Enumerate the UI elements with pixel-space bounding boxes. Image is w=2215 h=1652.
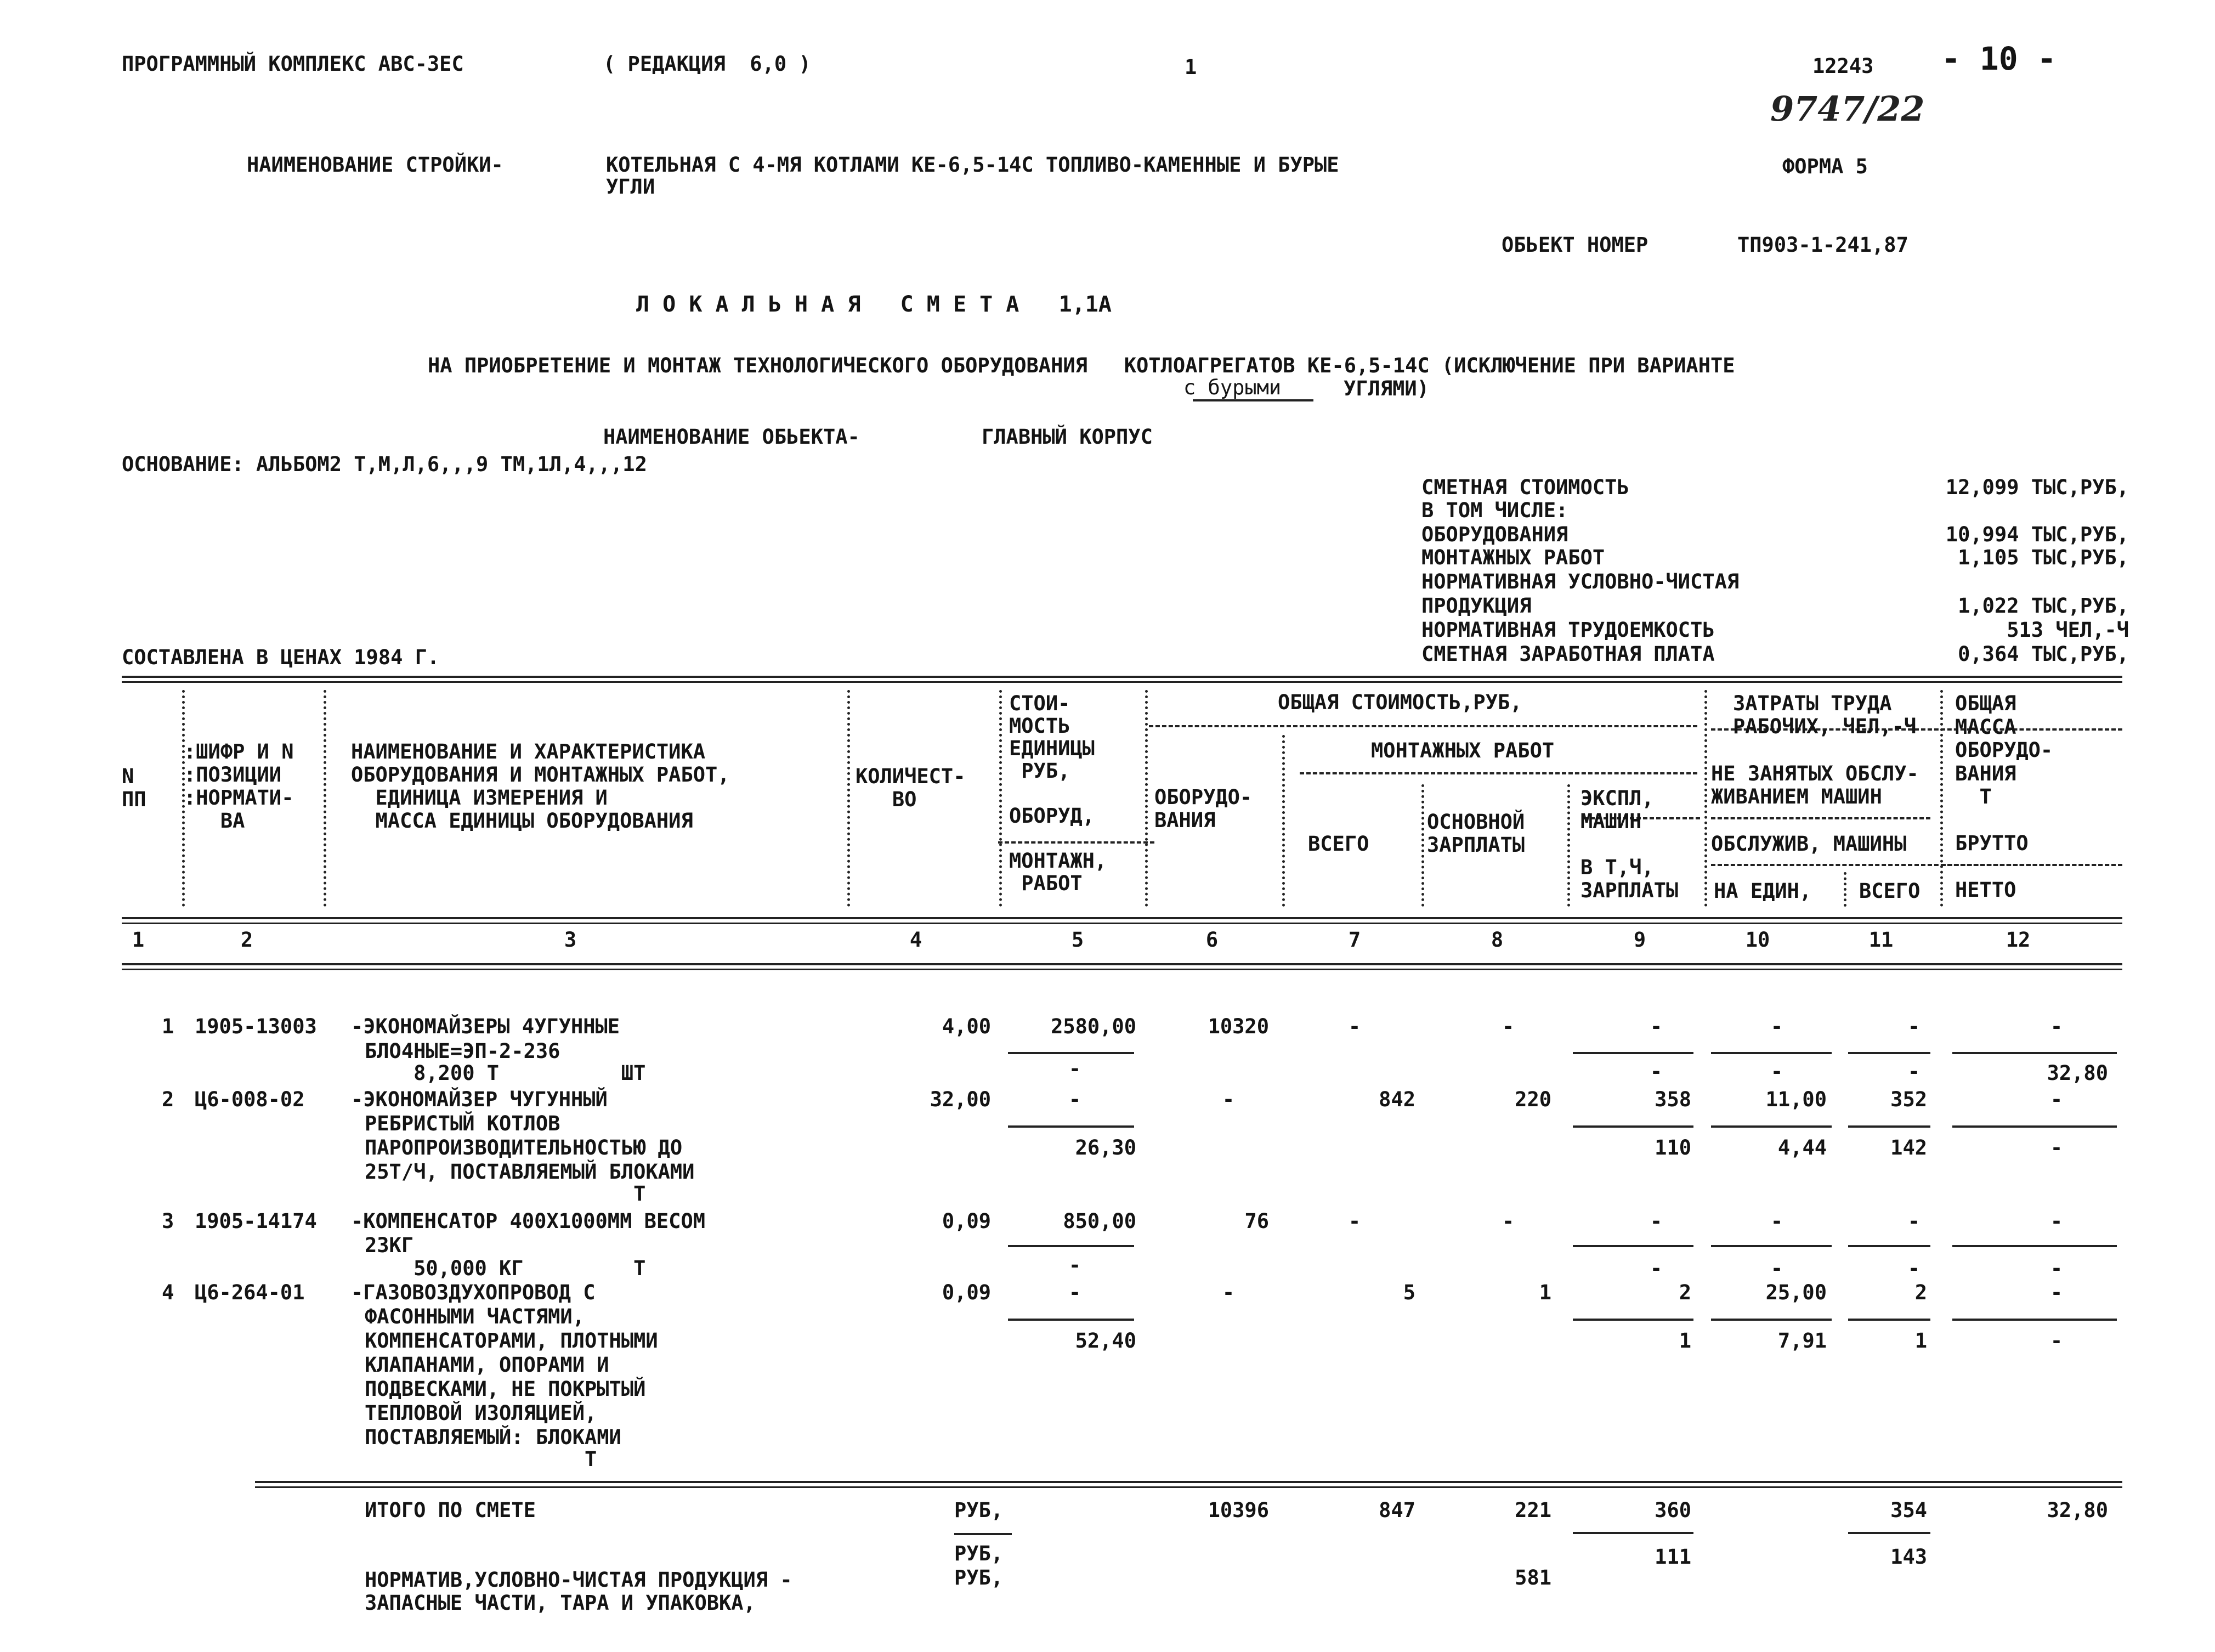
document-code: 12243 (1812, 54, 1874, 78)
row-name: БЛО4НЫЕ=ЭП-2-236 (365, 1039, 560, 1063)
column-number: 7 (1348, 928, 1361, 952)
row-labor-unit: 11,00 (1765, 1088, 1827, 1111)
row-qty: 0,09 (942, 1281, 991, 1304)
column-number: 5 (1071, 928, 1084, 952)
summary-value: 1,022 ТЫС,РУБ, (1958, 594, 2129, 618)
row-number: 2 (162, 1088, 174, 1111)
row-wage: 220 (1515, 1088, 1551, 1111)
object-name-label: НАИМЕНОВАНИЕ ОБЬЕКТА- (603, 425, 860, 449)
row-equip: - (1222, 1088, 1235, 1111)
column-number: 12 (2006, 928, 2031, 952)
row-code: 1905-14174 (195, 1209, 317, 1233)
construction-name-cont: УГЛИ (606, 175, 655, 199)
row-mach-wage: - (1650, 1060, 1663, 1083)
row-name: -КОМПЕНСАТОР 400Х1000ММ ВЕСОМ (351, 1209, 706, 1233)
row-unit-mount: 26,30 (1075, 1136, 1136, 1159)
row-unit-equip: - (1068, 1281, 1081, 1304)
summary-label: СМЕТНАЯ СТОИМОСТЬ (1421, 476, 1629, 499)
header-equip: ОБОРУДО- ВАНИЯ (1154, 785, 1253, 832)
table-numbers-rule (122, 963, 2122, 970)
row-name: 8,200 Т ШТ (365, 1061, 646, 1085)
cell-rule (1008, 1052, 1134, 1054)
header-labor-mach: ОБСЛУЖИВ, МАШИНЫ (1711, 832, 1907, 856)
column-number: 6 (1205, 928, 1219, 952)
row-name: 50,000 КГ Т (365, 1257, 646, 1280)
row-name: ПОДВЕСКАМИ, НЕ ПОКРЫТЫЙ (365, 1377, 646, 1401)
page-title: Л О К А Л Ь Н А Я С М Е Т А 1,1А (636, 292, 1112, 317)
row-labor-total: - (1907, 1015, 1921, 1038)
row-unit-equip: 2580,00 (1051, 1015, 1136, 1038)
row-mass-net: - (2050, 1329, 2063, 1353)
totals-mass: 32,80 (2047, 1498, 2108, 1522)
row-code: Ц6-264-01 (195, 1281, 305, 1304)
header-machines: ЭКСПЛ, МАШИН В Т,Ч, ЗАРПЛАТЫ (1580, 787, 1679, 902)
cell-rule (1573, 1125, 1693, 1128)
column-number: 4 (909, 928, 922, 952)
header-labor-nonmach: НЕ ЗАНЯТЫХ ОБСЛУ- ЖИВАНИЕМ МАШИН (1711, 762, 1919, 808)
header-mass: ОБЩАЯ МАССА ОБОРУДО- ВАНИЯ Т БРУТТО НЕТТО (1955, 692, 2053, 902)
cell-rule (1952, 1245, 2117, 1247)
header-total: ВСЕГО (1308, 832, 1369, 856)
construction-name: КОТЕЛЬНАЯ С 4-МЯ КОТЛАМИ КЕ-6,5-14С ТОПЛИВО-КАМЕННЫЕ И БУРЫЕ (606, 153, 1339, 177)
summary-label: В ТОМ ЧИСЛЕ: (1421, 499, 1568, 522)
summary-value: 10,994 ТЫС,РУБ, (1945, 523, 2129, 546)
cell-rule (1711, 1245, 1832, 1247)
row-name: 25Т/Ч, ПОСТАВЛЯЕМЫЙ БЛОКАМИ (365, 1160, 695, 1184)
cell-rule (1848, 1125, 1930, 1128)
cell-rule (954, 1533, 1012, 1535)
rule-labor-sub (1711, 817, 1930, 819)
column-number: 3 (564, 928, 577, 952)
row-name: КЛАПАНАМИ, ОПОРАМИ И (365, 1353, 609, 1377)
subtitle-cont: УГЛЯМИ) (1344, 377, 1429, 400)
col-divider (1844, 872, 1846, 907)
row-mass-net: 32,80 (2047, 1061, 2108, 1085)
column-number: 1 (132, 928, 145, 952)
totals-mach-wage: 111 (1655, 1545, 1691, 1569)
row-labor-unit-mach: 4,44 (1777, 1136, 1827, 1159)
row-mach: 358 (1655, 1088, 1691, 1111)
totals-wage: 221 (1515, 1498, 1551, 1522)
totals-labor-mach: 143 (1890, 1545, 1927, 1569)
cell-rule (1008, 1245, 1134, 1247)
col-divider (324, 690, 326, 907)
row-total: 842 (1379, 1088, 1415, 1111)
row-labor-total-mach: 1 (1914, 1329, 1927, 1353)
summary-label: НОРМАТИВНАЯ УСЛОВНО-ЧИСТАЯ (1421, 570, 1740, 593)
cell-rule (1952, 1052, 2117, 1054)
row-mass-gross: - (2050, 1088, 2063, 1111)
object-number: ТП903-1-241,87 (1737, 233, 1908, 257)
cell-rule (1008, 1125, 1134, 1128)
cell-rule (1711, 1319, 1832, 1321)
row-labor-total-mach: 142 (1890, 1136, 1927, 1159)
cell-rule (1952, 1319, 2117, 1321)
column-number: 2 (240, 928, 253, 952)
cell-rule (1711, 1125, 1832, 1128)
row-qty: 4,00 (942, 1015, 991, 1038)
object-label: ОБЬЕКТ НОМЕР (1502, 233, 1648, 257)
row-total: 5 (1403, 1281, 1415, 1304)
norm-product-value: 581 (1515, 1566, 1551, 1589)
col-divider (1567, 784, 1570, 907)
basis: ОСНОВАНИЕ: АЛЬБОМ2 Т,М,Л,6,,,9 ТМ,1Л,4,,,12 (122, 452, 647, 476)
row-name: ПАРОПРОИЗВОДИТЕЛЬНОСТЬЮ ДО (365, 1136, 683, 1159)
norm-product-label: НОРМАТИВ,УСЛОВНО-ЧИСТАЯ ПРОДУКЦИЯ - (365, 1568, 792, 1592)
row-name: -ЭКОНОМАЙЗЕР ЧУГУННЫЙ (351, 1088, 608, 1111)
table-top-rule (122, 676, 2122, 683)
row-equip: 76 (1244, 1209, 1269, 1233)
col-divider (1704, 690, 1707, 907)
col-divider (1940, 690, 1943, 907)
totals-labor: 354 (1890, 1498, 1927, 1522)
row-mach: - (1650, 1015, 1663, 1038)
header-total-labor: ВСЕГО (1859, 879, 1921, 903)
subtitle: НА ПРИОБРЕТЕНИЕ И МОНТАЖ ТЕХНОЛОГИЧЕСКОГО ОБОРУДОВАНИЯ КОТЛОАГРЕГАТОВ КЕ-6,5-14С (ИСКЛЮЧЕНИЕ ПРИ ВАРИАНТЕ (428, 354, 1735, 377)
object-name: ГЛАВНЫЙ КОРПУС (982, 425, 1153, 449)
row-mach-wage: 1 (1679, 1329, 1691, 1353)
cell-rule (1573, 1532, 1693, 1534)
row-total: - (1348, 1015, 1361, 1038)
column-number: 11 (1868, 928, 1894, 952)
row-number: 4 (162, 1281, 174, 1304)
row-unit-equip: 850,00 (1063, 1209, 1136, 1233)
row-name: РЕБРИСТЫЙ КОТЛОВ (365, 1112, 560, 1135)
row-name: 23КГ (365, 1234, 414, 1257)
column-number: 10 (1745, 928, 1770, 952)
totals-rule (255, 1481, 2122, 1488)
compiled-prices: СОСТАВЛЕНА В ЦЕНАХ 1984 Г. (122, 646, 440, 669)
summary-label: МОНТАЖНЫХ РАБОТ (1421, 546, 1605, 569)
row-name: ФАСОННЫМИ ЧАСТЯМИ, (365, 1305, 585, 1328)
cell-rule (1573, 1052, 1693, 1054)
rule-mounting (1300, 772, 1697, 774)
cell-rule (1008, 1319, 1134, 1321)
header-per-unit: НА ЕДИН, (1714, 879, 1812, 903)
header-labor: ЗАТРАТЫ ТРУДА РАБОЧИХ, ЧЕЛ,-Ч (1733, 692, 1917, 738)
header-qty: КОЛИЧЕСТ- ВО (856, 765, 966, 811)
subtitle-underline (1193, 399, 1313, 401)
row-labor-unit-mach: 7,91 (1777, 1329, 1827, 1353)
row-wage: 1 (1539, 1281, 1551, 1304)
row-labor-total-mach: - (1907, 1060, 1921, 1083)
row-name: -ЭКОНОМАЙЗЕРЫ 4УГУННЫЕ (351, 1015, 620, 1038)
summary-value: 0,364 ТЫС,РУБ, (1958, 642, 2129, 666)
row-mach-wage: 110 (1655, 1136, 1691, 1159)
table-header-rule (122, 917, 2122, 924)
row-labor-unit-mach: - (1770, 1060, 1783, 1083)
row-mass-gross: - (2050, 1209, 2063, 1233)
row-unit-mount: - (1068, 1253, 1081, 1277)
row-name: ПОСТАВЛЯЕМЫЙ: БЛОКАМИ (365, 1425, 621, 1449)
header-unit-cost: СТОИ- МОСТЬ ЕДИНИЦЫ РУБ, ОБОРУД, МОНТАЖН, РАБОТ (1009, 692, 1107, 895)
row-qty: 0,09 (942, 1209, 991, 1233)
totals-unit: РУБ, (954, 1498, 1004, 1522)
totals-unit: РУБ, (954, 1542, 1004, 1565)
row-labor-unit: 25,00 (1765, 1281, 1827, 1304)
column-number: 9 (1633, 928, 1646, 952)
totals-label: ИТОГО ПО СМЕТЕ (365, 1498, 536, 1522)
row-labor-total-mach: - (1907, 1257, 1921, 1280)
row-name: -ГАЗОВОЗДУХОПРОВОД С (351, 1281, 596, 1304)
row-labor-total: 352 (1890, 1088, 1927, 1111)
cell-rule (1848, 1319, 1930, 1321)
row-labor-unit: - (1770, 1015, 1783, 1038)
row-equip: 10320 (1208, 1015, 1269, 1038)
row-wage: - (1502, 1209, 1515, 1233)
header-total-cost: ОБЩАЯ СТОИМОСТЬ,РУБ, (1278, 691, 1522, 714)
col-divider (999, 690, 1002, 907)
cell-rule (1952, 1125, 2117, 1128)
row-name: Т (365, 1447, 597, 1471)
row-mach: 2 (1679, 1281, 1691, 1304)
row-name: ТЕПЛОВОЙ ИЗОЛЯЦИЕЙ, (365, 1401, 597, 1425)
row-labor-total: 2 (1914, 1281, 1927, 1304)
row-qty: 32,00 (930, 1088, 991, 1111)
spare-parts-label: ЗАПАСНЫЕ ЧАСТИ, ТАРА И УПАКОВКА, (365, 1591, 756, 1615)
col-divider (1421, 784, 1424, 907)
edition: ( РЕДАКЦИЯ 6,0 ) (603, 52, 811, 76)
row-total: - (1348, 1209, 1361, 1233)
row-name: Т (365, 1182, 646, 1206)
cell-rule (1848, 1532, 1930, 1534)
totals-mach: 360 (1655, 1498, 1691, 1522)
cell-rule (1573, 1245, 1693, 1247)
col-divider (847, 690, 850, 907)
handwritten-note: 9747/22 (1770, 89, 1925, 129)
summary-value: 12,099 ТЫС,РУБ, (1945, 476, 2129, 499)
row-labor-total: - (1907, 1209, 1921, 1233)
form-number: ФОРМА 5 (1782, 155, 1868, 178)
row-equip: - (1222, 1281, 1235, 1304)
header-code: :ШИФР И N :ПОЗИЦИИ :НОРМАТИ- ВА (184, 740, 294, 833)
program-name: ПРОГРАММНЫЙ КОМПЛЕКС АВС-ЗЕС (122, 52, 464, 76)
summary-label: ПРОДУКЦИЯ (1421, 594, 1532, 618)
row-number: 3 (162, 1209, 174, 1233)
col-divider (1145, 690, 1148, 907)
summary-value: 1,105 ТЫС,РУБ, (1958, 546, 2129, 569)
page-number: - 10 - (1941, 40, 2057, 77)
sheet-number: 1 (1185, 55, 1197, 79)
row-labor-unit: - (1770, 1209, 1783, 1233)
row-name: КОМПЕНСАТОРАМИ, ПЛОТНЫМИ (365, 1329, 658, 1353)
cell-rule (1848, 1052, 1930, 1054)
row-code: 1905-13003 (195, 1015, 317, 1038)
summary-label: ОБОРУДОВАНИЯ (1421, 523, 1568, 546)
row-mass-net: - (2050, 1136, 2063, 1159)
row-mach-wage: - (1650, 1257, 1663, 1280)
cell-rule (1711, 1052, 1832, 1054)
header-num: N ПП (122, 765, 146, 811)
summary-label: НОРМАТИВНАЯ ТРУДОЕМКОСТЬ (1421, 618, 1715, 642)
col-divider (1282, 735, 1285, 907)
row-labor-unit-mach: - (1770, 1257, 1783, 1280)
row-code: Ц6-008-02 (195, 1088, 305, 1111)
header-mounting: МОНТАЖНЫХ РАБОТ (1371, 739, 1555, 762)
summary-label: СМЕТНАЯ ЗАРАБОТНАЯ ПЛАТА (1421, 642, 1715, 666)
row-mach: - (1650, 1209, 1663, 1233)
summary-value: 513 ЧЕЛ,-Ч (2007, 618, 2129, 642)
row-number: 1 (162, 1015, 174, 1038)
header-wage: ОСНОВНОЙ ЗАРПЛАТЫ (1427, 810, 1525, 857)
row-unit-mount: - (1068, 1057, 1081, 1080)
row-unit-mount: 52,40 (1075, 1329, 1136, 1353)
totals-total: 847 (1379, 1498, 1415, 1522)
totals-equip: 10396 (1208, 1498, 1269, 1522)
row-wage: - (1502, 1015, 1515, 1038)
cell-rule (1573, 1319, 1693, 1321)
totals-unit: РУБ, (954, 1566, 1004, 1589)
subtitle-handwritten: с бурыми (1183, 376, 1282, 399)
header-name: НАИМЕНОВАНИЕ И ХАРАКТЕРИСТИКА ОБОРУДОВАНИЯ И МОНТАЖНЫХ РАБОТ, ЕДИНИЦА ИЗМЕРЕНИЯ И МАССА ЕДИНИЦЫ ОБОРУДОВАНИЯ (351, 740, 730, 833)
cell-rule (1848, 1245, 1930, 1247)
rule-total-cost (1149, 725, 1697, 727)
column-number: 8 (1491, 928, 1504, 952)
construction-label: НАИМЕНОВАНИЕ СТРОЙКИ- (247, 153, 503, 177)
row-unit-equip: - (1068, 1088, 1081, 1111)
row-mass-gross: - (2050, 1015, 2063, 1038)
row-mass-gross: - (2050, 1281, 2063, 1304)
row-mass-net: - (2050, 1257, 2063, 1280)
